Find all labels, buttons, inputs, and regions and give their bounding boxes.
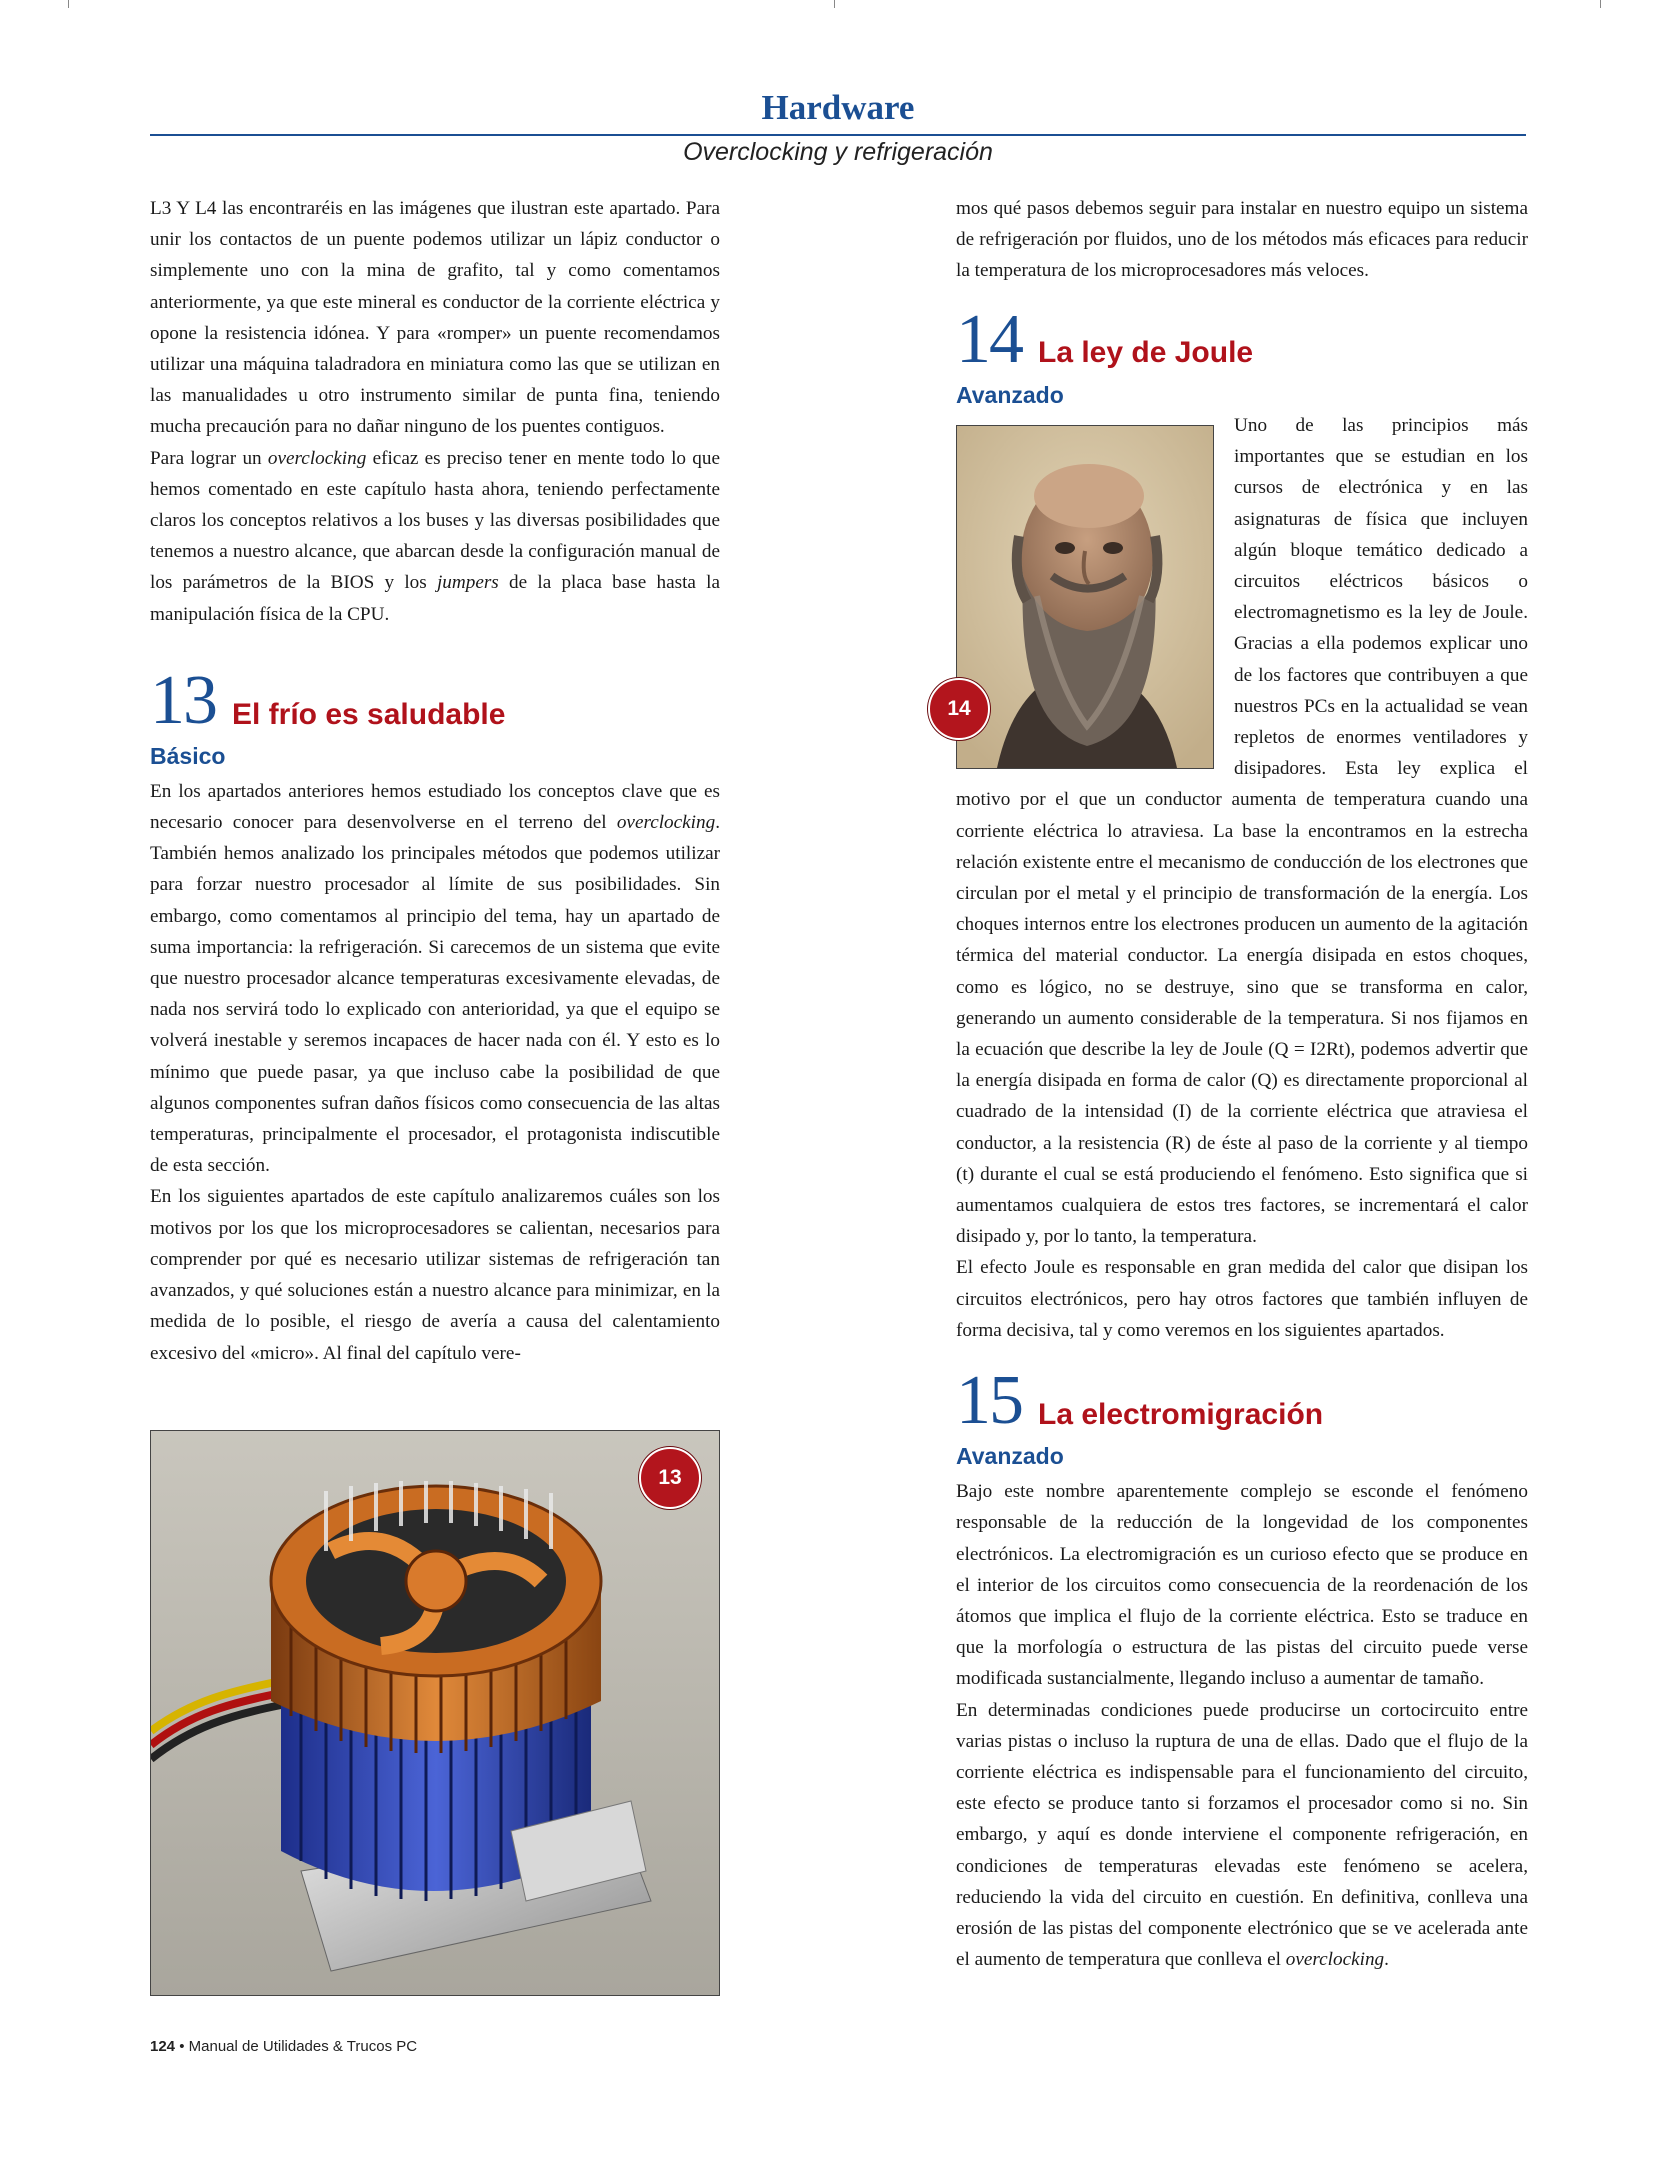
section-level-label: Básico bbox=[150, 742, 226, 769]
cpu-cooler-illustration bbox=[151, 1431, 719, 1995]
page-subtitle: Overclocking y refrigeración bbox=[683, 138, 993, 166]
figure-14-badge: 14 bbox=[928, 678, 990, 740]
italic-term: overclocking bbox=[267, 447, 367, 469]
cpu-cooler-photo bbox=[150, 1430, 720, 1996]
text-run: . bbox=[1384, 1949, 1389, 1971]
intro-paragraph: L3 Y L4 las encontraréis en las imágenes que ilustran este apartado. Para unir los contactos de un puente podemos utilizar un lápiz conductor o simplemente uno con la mina de grafito, tal y como comentamos anteriormente, ya que este mineral es conductor de la corriente eléctrica y opone la resistencia idónea. Y para «romper» un puente recomendamos utilizar una máquina taladradora en miniatura como las que se utilizan en las manualidades u otro instrumento similar de punta fina, teniendo mucha precaución para no dañar ninguno de los puentes contiguos. bbox=[150, 198, 720, 438]
crop-mark bbox=[834, 0, 835, 8]
section-13-heading bbox=[150, 660, 720, 739]
header-rule bbox=[150, 134, 1526, 136]
section-15-heading bbox=[956, 1360, 1528, 1440]
left-column-text bbox=[150, 193, 720, 1369]
page-section-title: Hardware bbox=[761, 88, 915, 127]
right-column-top bbox=[956, 193, 1528, 415]
publication-name: Manual de Utilidades & Trucos PC bbox=[188, 2038, 418, 2055]
section-14-heading bbox=[956, 299, 1528, 378]
section-title: La ley de Joule bbox=[1038, 336, 1254, 370]
section-title: La electromigración bbox=[1038, 1397, 1324, 1431]
text-run: En determinadas condiciones puede producirse un cortocircuito entre varias pistas o incluso la ruptura de una de ellas. Dado que el flujo de la corriente eléctrica es indispensable para el funcionamiento del circuito, este efecto se produce tanto si forzamos el procesador como si no. Sin embargo, y aquí es donde interviene el componente refrigeración, en condiciones de temperaturas elevadas este fenómeno se acelera, reduciendo la vida del circuito en cuestión. En definitiva, conlleva una erosión de las pistas del componente electrónico que se ve acelerada ante el aumento de temperatura que conlleva el bbox=[956, 1699, 1528, 1971]
section-14-text bbox=[956, 410, 1528, 1975]
italic-term: overclocking bbox=[616, 812, 716, 834]
italic-term: overclocking bbox=[1285, 1949, 1385, 1971]
section-number: 15 bbox=[956, 1362, 1022, 1440]
section-number: 13 bbox=[150, 661, 216, 739]
section-15-paragraph bbox=[956, 1695, 1528, 1976]
text-run: eficaz es preciso tener en mente todo lo que hemos comentado en este capítulo hasta ahora, teniendo perfectamente claros los conceptos relativos a los buses y las diversas posibilidades que tenemos a nuestro alcance, que abarcan desde la configuración manual de los parámetros de la BIOS y los bbox=[150, 447, 720, 594]
italic-term: jumpers bbox=[436, 572, 499, 594]
section-title: El frío es saludable bbox=[232, 697, 506, 731]
crop-mark bbox=[1600, 0, 1601, 8]
intro-paragraph bbox=[150, 443, 720, 630]
section-13-continuation: mos qué pasos debemos seguir para instalar en nuestro equipo un sistema de refrigeración por fluidos, uno de los métodos más eficaces para reducir la temperatura de los microprocesadores más veloces. bbox=[956, 198, 1528, 282]
section-13-paragraph bbox=[150, 776, 720, 1182]
section-14-paragraph: El efecto Joule es responsable en gran medida del calor que disipan los circuitos electrónicos, pero hay otros factores que también influyen de forma decisiva, tal y como veremos en los siguientes apartados. bbox=[956, 1257, 1528, 1341]
text-run: Para lograr un bbox=[150, 447, 268, 469]
page-number: 124 bbox=[150, 2038, 176, 2055]
section-14-paragraph: Uno de las principios más importantes que se estudian en los cursos de electrónica y en las asignaturas de física que incluyen algún bloque temático dedicado a circuitos eléctricos básicos o electromagnetismo es la ley de Joule. Gracias a ella podemos explicar uno de los factores que contribuyen a que nuestros PCs en la actualidad se vean repletos de enormes ventiladores y disipadores. Esta ley explica el motivo por el que un conductor aumenta de temperatura cuando una corriente eléctrica lo atraviesa. La base la encontramos en la estrecha relación existente entre el mecanismo de conducción de los electrones que circulan por el metal y el principio de transformación de la energía. Los choques internos entre los electrones producen un aumento de la agitación térmica del material conductor. La energía disipada en estos choques, como es lógico, no se destruye, sino que se transforma en calor, generando un aumento considerable de la temperatura. Si nos fijamos en la ecuación que describe la ley de Joule (Q = I2Rt), podemos advertir que la energía disipada en forma de calor (Q) es directamente proporcional al cuadrado de la intensidad (I) de la corriente eléctrica que atraviesa el conductor, a la resistencia (R) de éste al paso de la corriente y al tiempo (t) durante el cual se está produciendo el fenómeno. Esto significa que si aumentamos cualquiera de estos tres factores, se incrementará el calor disipado y, por lo tanto, la temperatura. bbox=[956, 415, 1528, 1248]
section-13-paragraph: En los siguientes apartados de este capítulo analizaremos cuáles son los motivos por los que los microprocesadores se calientan, necesarios para comprender por qué es necesario utilizar sistemas de refrigeración tan avanzados, y qué soluciones están a nuestro alcance para minimizar, en la medida de lo posible, el riesgo de avería a causa del calentamiento excesivo del «micro». Al final del capítulo vere- bbox=[150, 1186, 720, 1364]
crop-mark bbox=[68, 0, 69, 8]
figure-13-badge: 13 bbox=[639, 1447, 701, 1509]
text-run: En los apartados anteriores hemos estudiado los conceptos clave que es necesario conocer para desenvolverse en el terreno del bbox=[150, 780, 720, 834]
photo-wrap-spacer bbox=[956, 410, 1234, 778]
section-number: 14 bbox=[956, 300, 1022, 378]
section-15-paragraph: Bajo este nombre aparentemente complejo se esconde el fenómeno responsable de la reducción de la longevidad de los componentes electrónicos. La electromigración es un curioso efecto que se produce en el interior de los circuitos como consecuencia de la reordenación de los átomos que implica el flujo de la corriente eléctrica. Esto se traduce en que la morfología o estructura de las pistas del circuito puede verse modificada sustancialmente, llegando incluso a aumentar de tamaño. bbox=[956, 1481, 1528, 1690]
page-footer bbox=[150, 2038, 417, 2055]
footer-bullet: • bbox=[179, 2038, 185, 2055]
text-run: . También hemos analizado los principales métodos que podemos utilizar para forzar nuestro procesador al límite de sus posibilidades. Sin embargo, como comentamos al principio del tema, hay un apartado de suma importancia: la refrigeración. Si carecemos de un sistema que evite que nuestro procesador alcance temperaturas excesivamente elevadas, de nada nos servirá todo lo explicado con anterioridad, ya que el equipo se volverá inestable y seremos incapaces de hacer nada con él. Y esto es lo mínimo que puede pasar, ya que incluso cabe la posibilidad de que algunos componentes sufran daños físicos como consecuencia de las altas temperaturas, principalmente el procesador, el protagonista indiscutible de esta sección. bbox=[150, 812, 720, 1177]
section-level-label: Avanzado bbox=[956, 381, 1064, 408]
text-run: de la placa base hasta la manipulación física de la CPU. bbox=[150, 572, 720, 625]
section-level-label: Avanzado bbox=[956, 1443, 1064, 1470]
